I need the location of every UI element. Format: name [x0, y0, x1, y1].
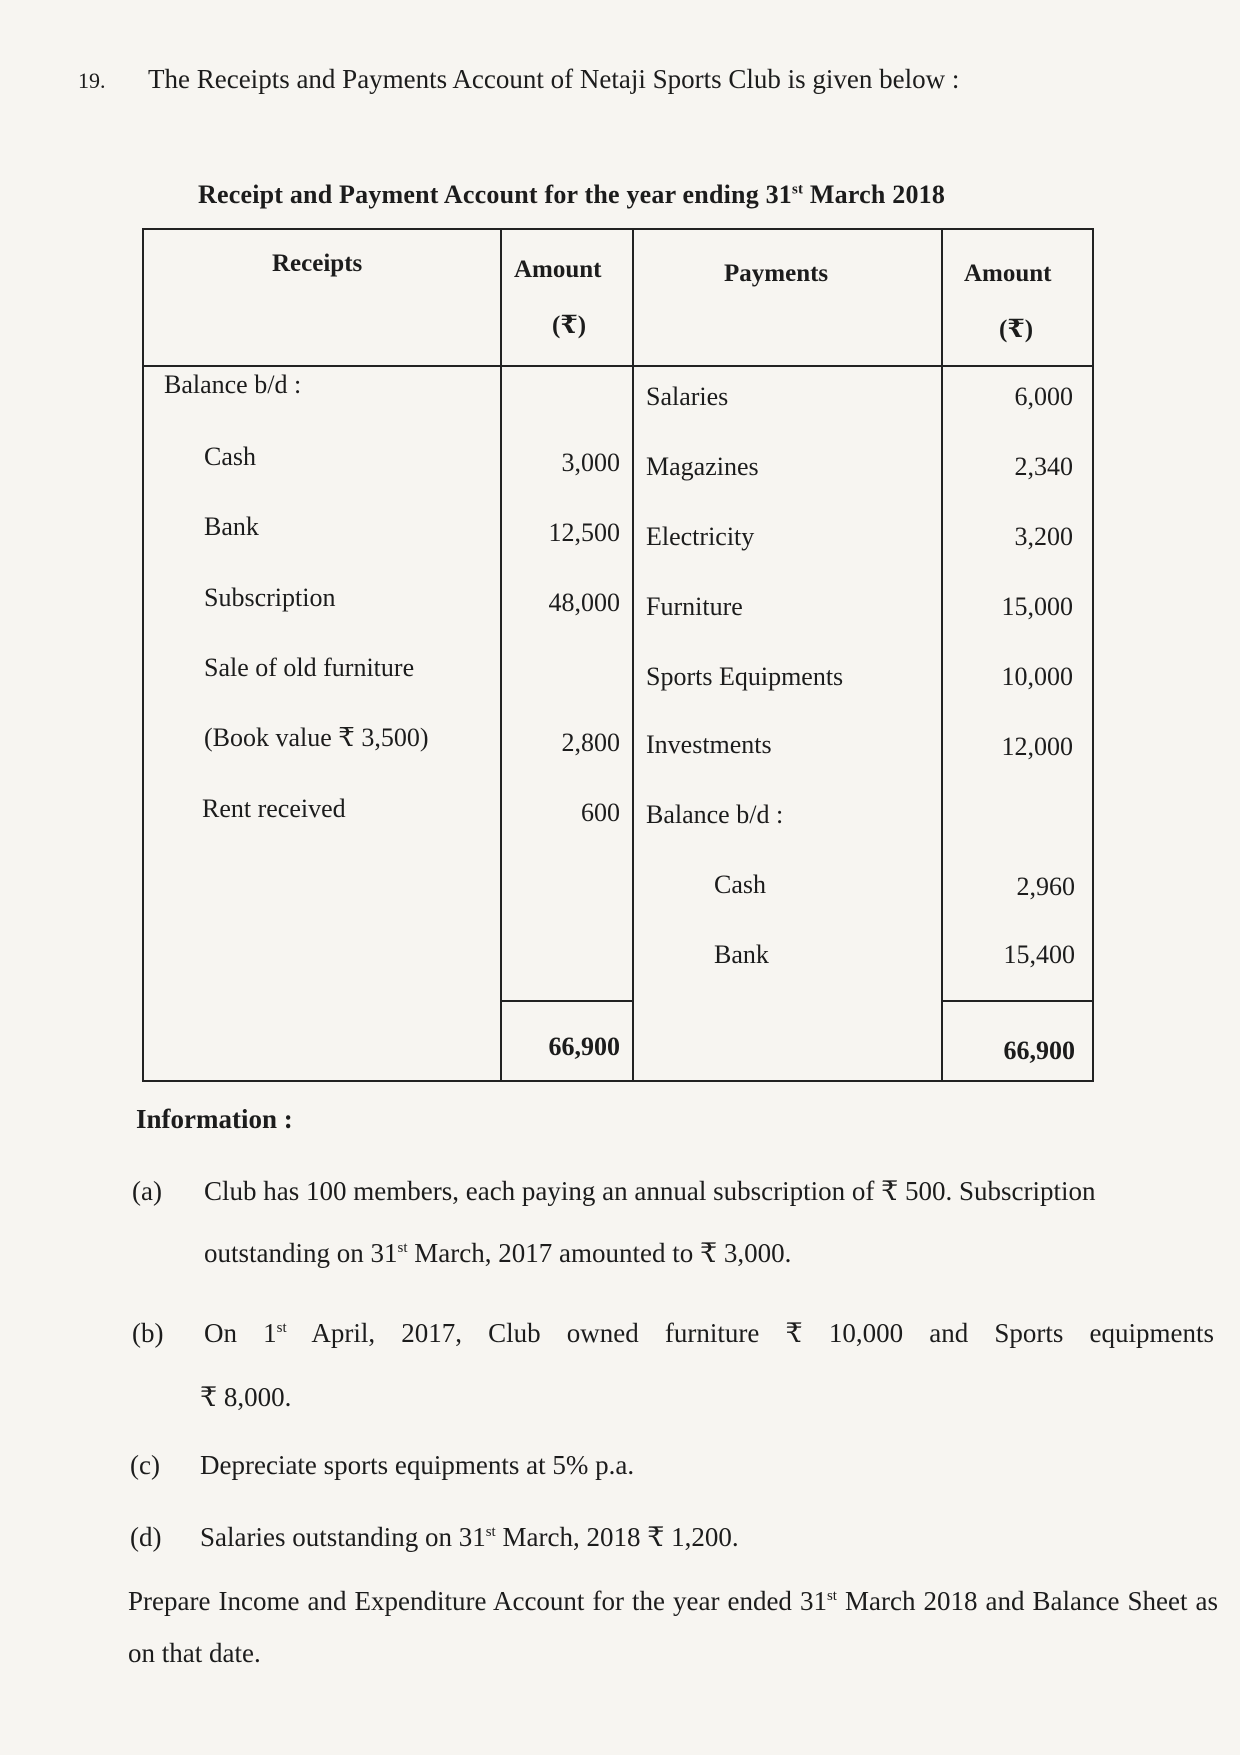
header-rule — [144, 365, 1092, 367]
info-b-line1-sup: st — [276, 1320, 287, 1336]
payment-label: Sports Equipments — [646, 662, 844, 691]
info-b-label: (b) — [132, 1318, 164, 1348]
table-title-main: Receipt and Payment Account for the year ending 31 — [198, 180, 792, 209]
payment-label: Balance b/d : — [646, 800, 784, 829]
payment-amount: 2,960 — [1016, 872, 1075, 901]
receipt-label: Sale of old furniture — [204, 653, 415, 682]
payment-label: Bank — [714, 940, 769, 969]
information-heading: Information : — [136, 1104, 293, 1134]
info-a-line2-pre: outstanding on 31 — [204, 1238, 398, 1268]
payment-amount: 15,400 — [1003, 940, 1075, 969]
receipt-amount: 12,500 — [548, 518, 620, 547]
payment-label: Electricity — [646, 522, 755, 551]
table-title-tail: March 2018 — [803, 180, 946, 209]
question-text: The Receipts and Payments Account of Netaji Sports Club is given below : — [148, 64, 960, 94]
info-b-line1 — [204, 1318, 1214, 1349]
info-a-line2 — [204, 1238, 791, 1269]
payment-amount: 2,340 — [1014, 452, 1073, 481]
receipt-label: Subscription — [204, 583, 336, 612]
info-b-line1-post: April, 2017, Club owned furniture ₹ 10,000 and Sports equipments — [286, 1318, 1214, 1348]
receipt-label: Rent received — [202, 794, 346, 823]
info-d-text — [200, 1522, 739, 1553]
receipt-label: Cash — [204, 442, 256, 471]
payment-label: Investments — [646, 730, 772, 759]
receipts-total: 66,900 — [548, 1032, 620, 1061]
prepare-sup: st — [826, 1588, 837, 1604]
receipt-amount: 2,800 — [561, 728, 620, 757]
payments-total-rule — [941, 1000, 1092, 1002]
header-receipts: Receipts — [272, 250, 363, 277]
receipt-label: (Book value ₹ 3,500) — [204, 723, 429, 752]
divider-receipts-amount — [500, 230, 502, 1080]
payment-label: Salaries — [646, 382, 729, 411]
prepare-post: March 2018 and Balance Sheet as on that date. — [128, 1586, 1218, 1668]
receipt-amount: 600 — [581, 798, 620, 827]
payment-amount: 10,000 — [1001, 662, 1073, 691]
question-number: 19. — [78, 68, 106, 93]
receipts-payments-table — [142, 228, 1094, 1082]
receipt-amount: 48,000 — [548, 588, 620, 617]
payment-amount: 12,000 — [1001, 732, 1073, 761]
info-b-line1-pre: On 1 — [204, 1318, 277, 1348]
info-a-line1: Club has 100 members, each paying an annual subscription of ₹ 500. Subscription — [204, 1176, 1096, 1206]
info-c-text: Depreciate sports equipments at 5% p.a. — [200, 1450, 635, 1480]
divider-amount-payments — [632, 230, 634, 1080]
header-payments: Payments — [724, 260, 829, 287]
prepare-instruction — [128, 1570, 1218, 1679]
payment-label: Cash — [714, 870, 766, 899]
info-a-line2-post: March, 2017 amounted to ₹ 3,000. — [407, 1238, 792, 1268]
payments-total: 66,900 — [1003, 1036, 1075, 1065]
header-payments-rupee: (₹) — [999, 316, 1034, 343]
payment-label: Furniture — [646, 592, 743, 621]
receipt-label: Bank — [204, 512, 259, 541]
table-title — [198, 180, 945, 210]
question-line — [78, 64, 959, 95]
receipt-amount: 3,000 — [561, 448, 620, 477]
info-b-line2: ₹ 8,000. — [200, 1382, 292, 1412]
prepare-pre: Prepare Income and Expenditure Account for the year ended 31 — [128, 1586, 827, 1616]
info-d-sup: st — [485, 1524, 496, 1540]
info-a-line2-sup: st — [397, 1240, 408, 1256]
info-c-label: (c) — [130, 1450, 160, 1480]
payment-label: Magazines — [646, 452, 759, 481]
payment-amount: 6,000 — [1014, 382, 1073, 411]
header-payments-amount: Amount — [964, 260, 1052, 287]
info-d-post: March, 2018 ₹ 1,200. — [495, 1522, 739, 1552]
info-d-pre: Salaries outstanding on 31 — [200, 1522, 486, 1552]
receipt-label: Balance b/d : — [164, 370, 302, 399]
payment-amount: 3,200 — [1014, 522, 1073, 551]
info-d-label: (d) — [130, 1522, 162, 1552]
receipts-total-rule — [500, 1000, 632, 1002]
header-receipts-amount: Amount — [514, 256, 602, 283]
info-a-label: (a) — [132, 1176, 162, 1206]
header-receipts-rupee: (₹) — [552, 312, 587, 339]
table-title-sup: st — [792, 181, 804, 198]
payment-amount: 15,000 — [1001, 592, 1073, 621]
